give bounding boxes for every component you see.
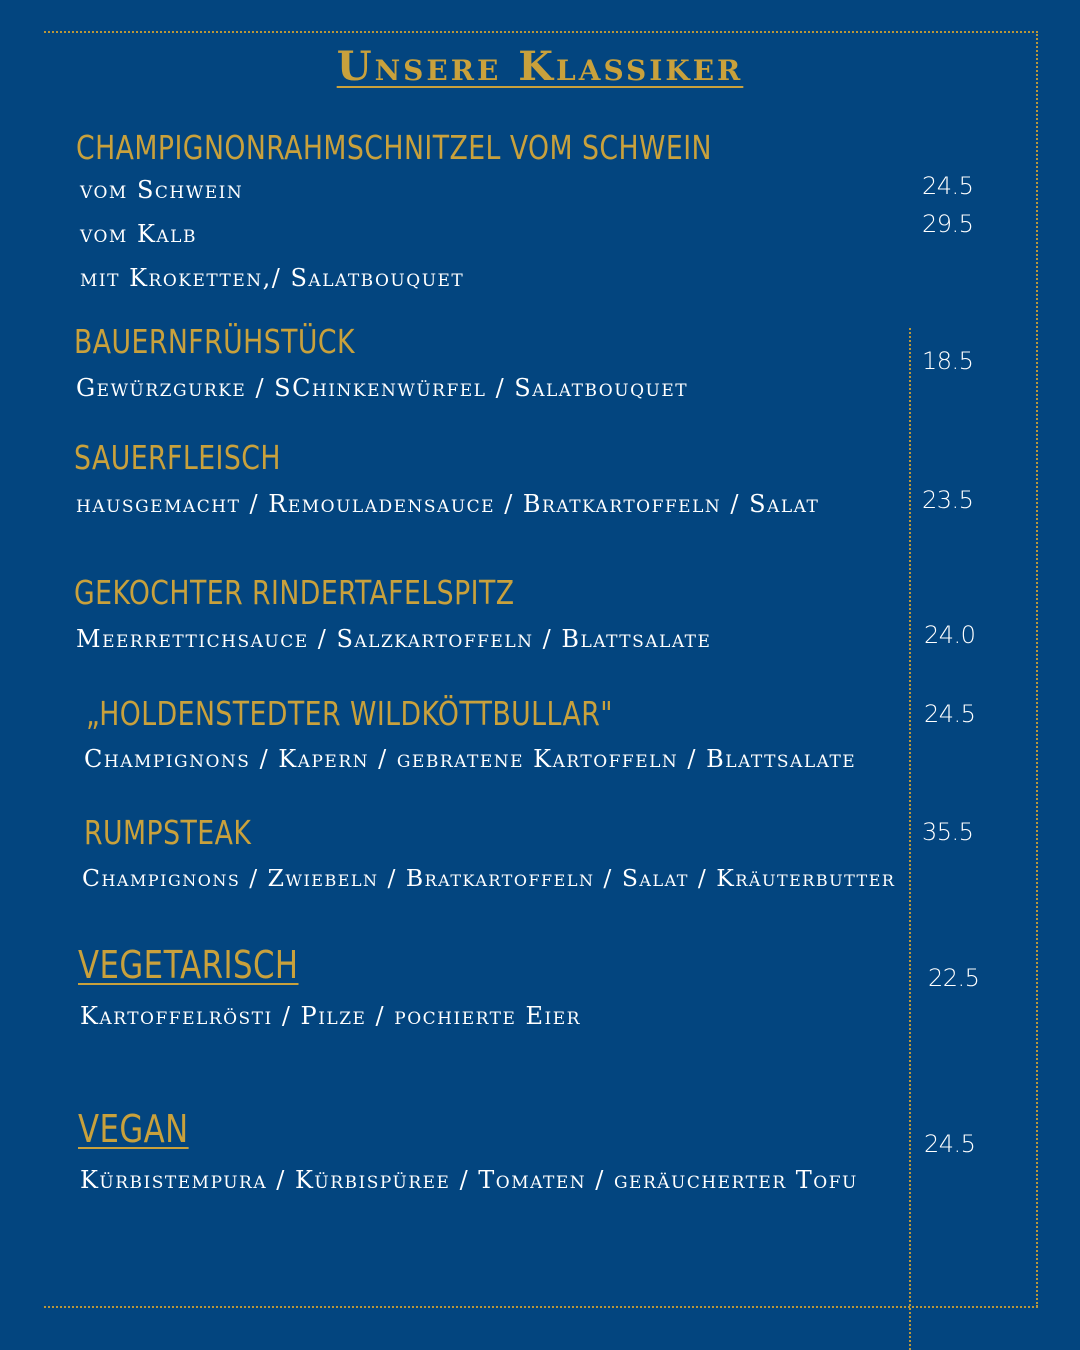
dish-name-bauernfruehstueck: BAUERNFRÜHSTÜCK <box>74 322 355 361</box>
price-rumpsteak: 35.5 <box>922 818 974 846</box>
price-sauerfleisch: 23.5 <box>922 486 974 514</box>
price-vegan: 24.5 <box>924 1130 976 1158</box>
dish-name-tafelspitz: GEKOCHTER RINDERTAFELSPITZ <box>74 573 515 612</box>
dish-name-vegetarisch: VEGETARISCH <box>78 943 299 987</box>
dish-name-sauerfleisch: SAUERFLEISCH <box>74 438 281 477</box>
schnitzel-option-schwein: vom Schwein <box>80 176 244 204</box>
price-wildkoettbullar: 24.5 <box>924 700 976 728</box>
price-vegetarisch: 22.5 <box>928 964 980 992</box>
frame-right-border <box>1036 31 1038 1307</box>
dish-description-sauerfleisch: hausgemacht / Remouladensauce / Bratkartoffeln / Salat <box>76 490 820 518</box>
frame-top-border <box>44 31 1038 33</box>
dish-description-vegan: Kürbistempura / Kürbispüree / Tomaten / geräucherter Tofu <box>80 1166 858 1194</box>
dish-name-wildkoettbullar: „HOLDENSTEDTER WILDKÖTTBULLAR" <box>86 694 613 733</box>
dish-description-wildkoettbullar: Champignons / Kapern / gebratene Kartoffeln / Blattsalate <box>84 745 857 773</box>
dish-name-rumpsteak: RUMPSTEAK <box>84 813 252 852</box>
menu-title-text: Unsere Klassiker <box>336 43 744 90</box>
frame-bottom-border <box>44 1306 1038 1308</box>
schnitzel-option-kalb: vom Kalb <box>80 220 197 248</box>
dish-description-rumpsteak: Champignons / Zwiebeln / Bratkartoffeln / Salat / Kräuterbutter <box>82 864 896 892</box>
price-column-divider <box>909 328 911 1350</box>
dish-description-vegetarisch: Kartoffelrösti / Pilze / pochierte Eier <box>80 1002 581 1030</box>
dish-name-schnitzel: CHAMPIGNONRAHMSCHNITZEL VOM SCHWEIN <box>76 128 712 167</box>
dish-description-tafelspitz: Meerrettichsauce / Salzkartoffeln / Blattsalate <box>76 625 712 653</box>
price-tafelspitz: 24.0 <box>924 621 976 649</box>
price-schnitzel-kalb: 29.5 <box>922 210 974 238</box>
dish-name-vegan: VEGAN <box>78 1107 189 1151</box>
schnitzel-sides: mit Kroketten,/ Salatbouquet <box>80 264 465 292</box>
price-bauernfruehstueck: 18.5 <box>922 347 974 375</box>
price-schnitzel-schwein: 24.5 <box>922 172 974 200</box>
dish-description-bauernfruehstueck: Gewürzgurke / SChinkenwürfel / Salatbouquet <box>76 374 689 402</box>
menu-title <box>0 42 1080 92</box>
